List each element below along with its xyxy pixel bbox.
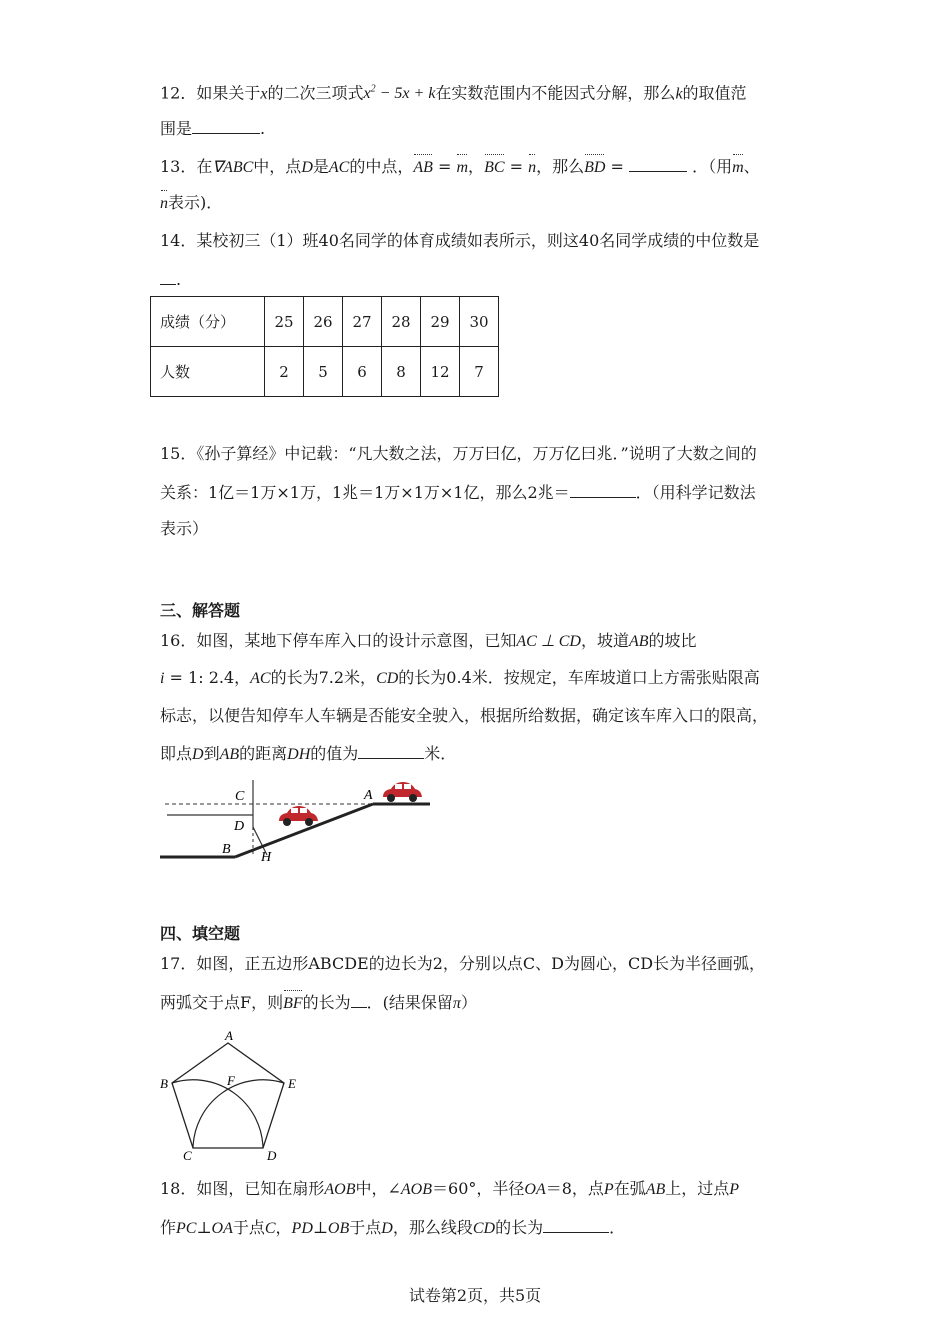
q16-line2: i = 1: 2.4，AC的长为7.2米，CD的长为0.4米．按规定，车库坡道口上方需张贴限高: [160, 668, 760, 687]
table-cell: 28: [382, 297, 421, 347]
label-h: H: [261, 850, 272, 865]
answer-blank[interactable]: [192, 117, 260, 134]
text: 的二次三项式: [267, 83, 364, 103]
label-b: B: [160, 1076, 168, 1091]
label-f: F: [227, 1073, 235, 1088]
q16-line1: 16．如图，某地下停车库入口的设计示意图，已知AC ⊥ CD，坡道AB的坡比: [160, 631, 697, 650]
triangle-symbol: ∇ABC: [212, 159, 254, 176]
answer-blank[interactable]: [629, 155, 687, 172]
label-e: E: [288, 1076, 296, 1091]
label-a: A: [225, 1028, 233, 1043]
table-row: [151, 297, 499, 347]
math-var: k: [675, 85, 683, 103]
score-table: [150, 296, 499, 397]
q16-line4: 即点D到AB的距离DH的值为 米．: [160, 744, 457, 763]
table-row: [151, 347, 499, 397]
vector-bd: BD: [584, 157, 605, 179]
table-cell: 7: [460, 347, 499, 397]
parking-ramp-diagram: [155, 775, 445, 870]
section-title: 四、填空题: [160, 924, 241, 943]
math-expression: $x^2 - 5x + k$: [363, 84, 436, 103]
pentagon-abcde: [172, 1043, 284, 1148]
arc-centered-c: [172, 1080, 263, 1148]
table-cell: 26: [304, 297, 343, 347]
table-cell: 29: [421, 297, 460, 347]
q18-line1: 18．如图，已知在扇形AOB中，∠AOB＝60°，半径OA＝8，点P在弧AB上，过点P: [160, 1179, 740, 1198]
q14-line2: .: [160, 268, 181, 291]
q12-line2: 围是 .: [160, 119, 266, 138]
table-header: 人数: [151, 347, 265, 397]
q15-line3: 表示）: [160, 519, 209, 538]
q12-line1: [160, 79, 747, 105]
answer-blank[interactable]: [543, 1216, 609, 1233]
q17-line2: 两弧交于点F，则BF的长为 ．(结果保留π）: [160, 991, 477, 1015]
q15-line1: 15．《孙子算经》中记载：“凡大数之法，万万曰亿，万万亿曰兆．”说明了大数之间的: [160, 444, 757, 463]
answer-blank[interactable]: [570, 481, 636, 498]
text: 的取值范: [682, 83, 747, 103]
q17-line1: 17．如图，正五边形ABCDE的边长为2，分别以点C、D为圆心，CD长为半径画弧，: [160, 954, 766, 973]
table-cell: 6: [343, 347, 382, 397]
label-b: B: [222, 842, 231, 857]
q18-line2: 作PC⊥OA于点C，PD⊥OB于点D，那么线段CD的长为 ．: [160, 1218, 626, 1237]
vector-m: m: [456, 157, 468, 179]
arc-bf: BF: [283, 993, 303, 1015]
vector-bc: BC: [484, 157, 504, 179]
q13-line1: 13．在∇ABC中，点D是AC的中点，AB = m，BC = n，那么BD = ．（用m、: [160, 155, 760, 179]
table-cell: 5: [304, 347, 343, 397]
car-icon: [279, 806, 318, 826]
text: 围是: [160, 119, 193, 138]
car-icon: [383, 782, 422, 802]
section-title: 三、解答题: [160, 601, 241, 620]
label-c: C: [235, 789, 245, 804]
table-header: 成绩（分）: [151, 297, 265, 347]
arc-centered-d: [193, 1080, 284, 1148]
q13-line2: n表示)．: [160, 192, 222, 215]
table-cell: 12: [421, 347, 460, 397]
table-cell: 27: [343, 297, 382, 347]
text: 如果关于: [196, 83, 261, 103]
answer-blank[interactable]: [160, 268, 176, 285]
table-cell: 25: [265, 297, 304, 347]
table-cell: 30: [460, 297, 499, 347]
label-c: C: [183, 1148, 192, 1163]
math-var: x: [260, 85, 268, 103]
q14-line1: 14．某校初三（1）班40名同学的体育成绩如表所示，则这40名同学成绩的中位数是: [160, 231, 760, 250]
q16-line3: 标志，以便告知停车人车辆是否能安全驶入，根据所给数据，确定该车库入口的限高，: [160, 706, 769, 725]
table-cell: 2: [265, 347, 304, 397]
label-a: A: [364, 788, 373, 803]
label-d: D: [234, 819, 245, 834]
pentagon-diagram: [155, 1028, 305, 1163]
question-number: 12．: [160, 83, 197, 103]
label-d: D: [267, 1148, 277, 1163]
vector-n: n: [528, 157, 536, 179]
page-footer: 试卷第2页，共5页: [408, 1286, 542, 1305]
text: 在实数范围内不能因式分解，那么: [435, 83, 676, 103]
table-cell: 8: [382, 347, 421, 397]
vector-ab: AB: [413, 157, 433, 179]
answer-blank[interactable]: [351, 991, 367, 1008]
answer-blank[interactable]: [358, 742, 424, 759]
q15-line2: 关系：1亿＝1万×1万，1兆＝1万×1万×1亿，那么2兆＝ ．（用科学记数法: [160, 483, 756, 502]
